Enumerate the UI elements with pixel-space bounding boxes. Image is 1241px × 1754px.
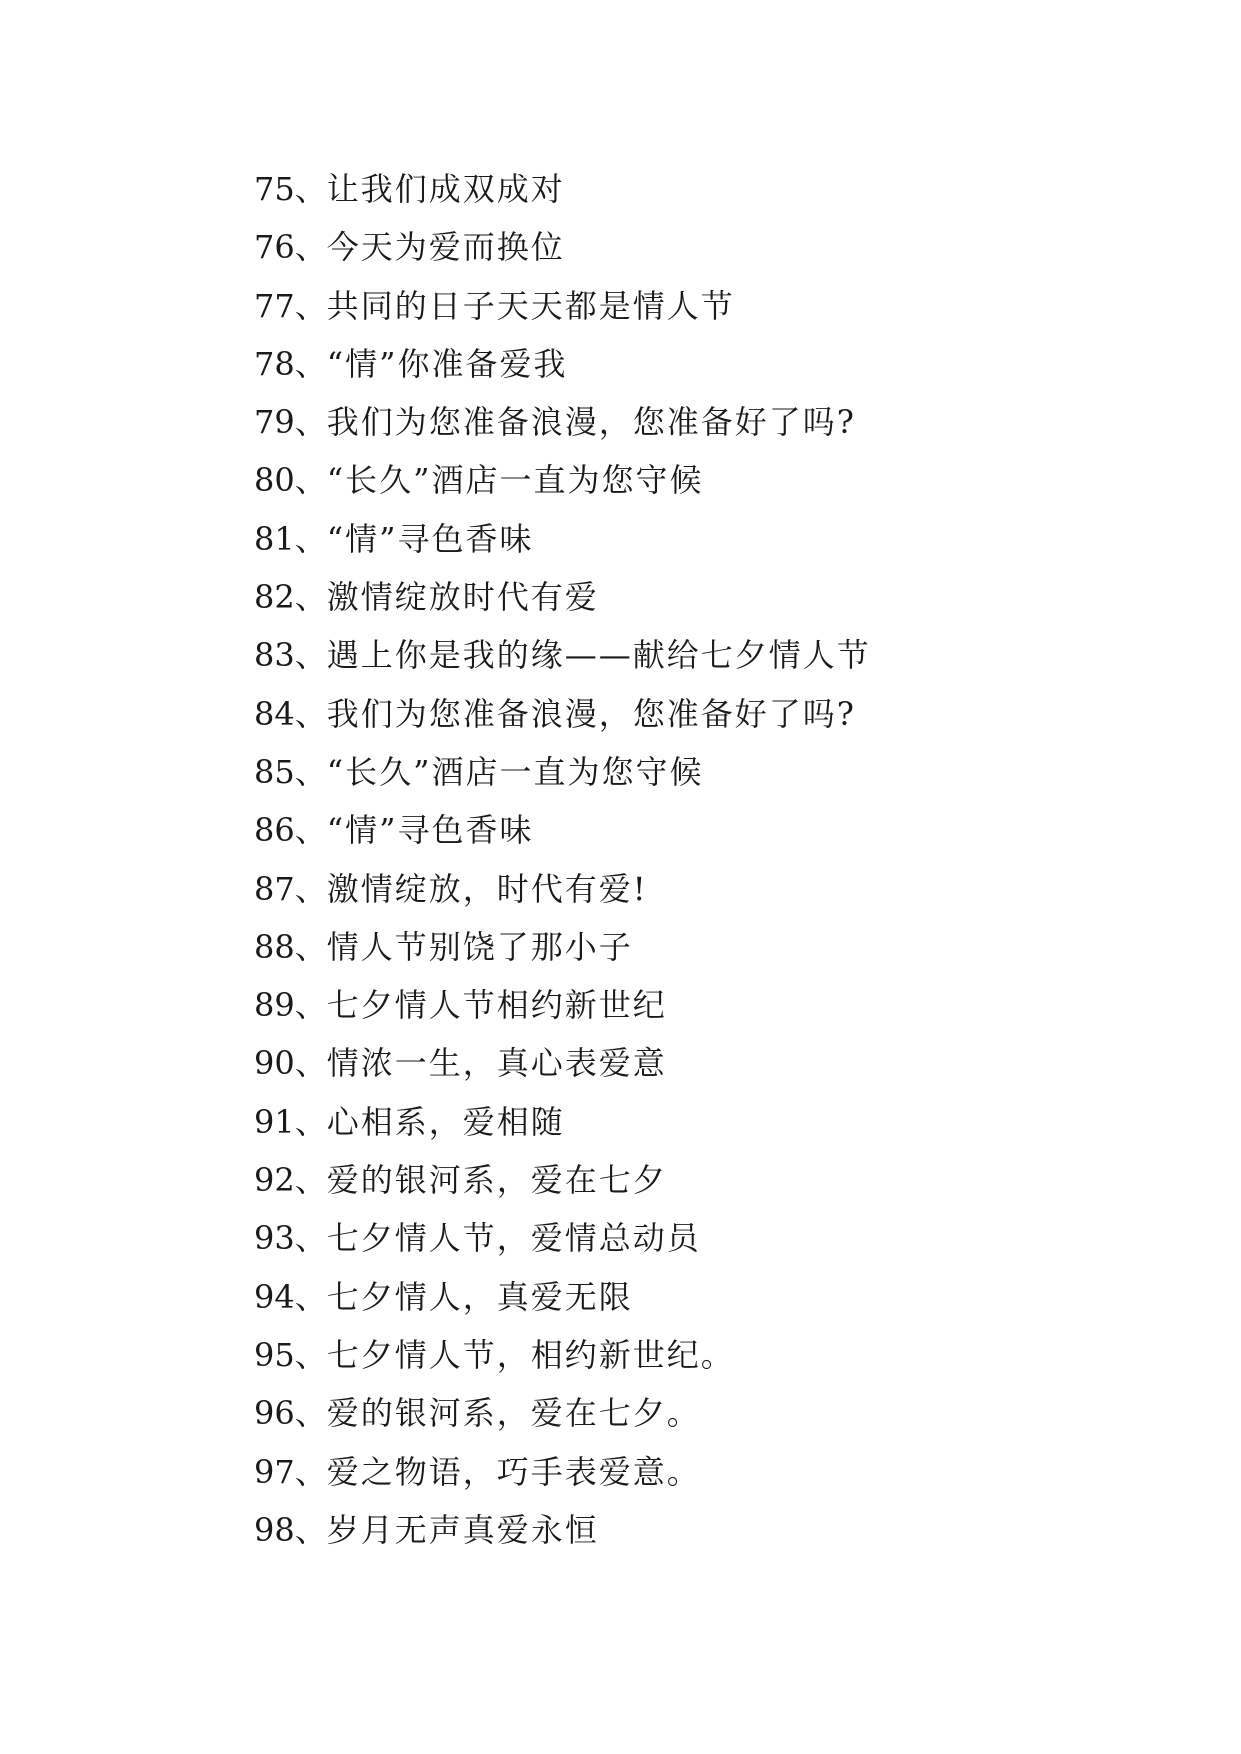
item-number: 87、 (254, 869, 327, 908)
item-text: 遇上你是我的缘——献给七夕情人节 (326, 636, 871, 675)
item-number: 92、 (254, 1161, 327, 1200)
list-item (254, 626, 871, 684)
list-item (254, 685, 871, 743)
list-item (254, 393, 871, 451)
list-item (254, 1384, 871, 1442)
list-item (254, 918, 871, 976)
item-text: 爱的银河系，爱在七夕。 (326, 1394, 701, 1433)
item-number: 84、 (254, 694, 327, 733)
item-number: 91、 (254, 1102, 327, 1141)
list-item (254, 976, 871, 1034)
item-text: 七夕情人节，爱情总动员 (326, 1219, 701, 1258)
list-item (254, 743, 871, 801)
item-number: 75、 (254, 170, 327, 208)
list-item (254, 1501, 871, 1559)
item-text: 七夕情人节相约新世纪 (326, 986, 667, 1025)
item-text: 七夕情人，真爱无限 (326, 1277, 633, 1316)
item-number: 98、 (254, 1510, 327, 1549)
item-text: “情”你准备爱我 (326, 344, 568, 383)
item-number: 85、 (254, 752, 327, 791)
list-item (254, 1151, 871, 1209)
slogan-list (254, 160, 871, 1559)
item-text: 爱的银河系，爱在七夕 (326, 1161, 667, 1200)
item-text: 七夕情人节，相约新世纪。 (326, 1335, 735, 1374)
item-number: 95、 (254, 1335, 327, 1374)
item-text: “长久”酒店一直为您守候 (326, 752, 704, 791)
list-item (254, 510, 871, 568)
list-item (254, 1326, 871, 1384)
list-item (254, 1443, 871, 1501)
item-number: 80、 (254, 461, 327, 500)
item-number: 93、 (254, 1219, 327, 1258)
item-number: 90、 (254, 1044, 327, 1083)
list-item (254, 160, 871, 218)
item-number: 79、 (254, 403, 327, 442)
list-item (254, 801, 871, 859)
item-text: 情人节别饶了那小子 (326, 927, 633, 966)
item-text: 我们为您准备浪漫，您准备好了吗? (326, 694, 856, 733)
item-number: 86、 (254, 811, 327, 850)
list-item (254, 860, 871, 918)
item-text: “情”寻色香味 (326, 519, 534, 558)
item-text: “情”寻色香味 (326, 811, 534, 850)
list-item (254, 218, 871, 276)
item-number: 89、 (254, 986, 327, 1025)
item-text: 共同的日子天天都是情人节 (326, 286, 735, 325)
item-number: 88、 (254, 927, 327, 966)
item-text: 我们为您准备浪漫，您准备好了吗? (326, 403, 856, 442)
list-item (254, 1268, 871, 1326)
item-text: 情浓一生，真心表爱意 (326, 1044, 667, 1083)
item-text: 激情绽放，时代有爱! (326, 869, 648, 908)
item-number: 94、 (254, 1277, 327, 1316)
list-item (254, 335, 871, 393)
item-number: 82、 (254, 578, 327, 617)
item-text: 心相系，爱相随 (326, 1102, 565, 1141)
list-item (254, 568, 871, 626)
item-number: 78、 (254, 344, 327, 383)
item-number: 81、 (254, 519, 327, 558)
list-item (254, 451, 871, 509)
item-text: “长久”酒店一直为您守候 (326, 461, 704, 500)
list-item (254, 1093, 871, 1151)
item-number: 77、 (254, 286, 327, 325)
item-number: 83、 (254, 636, 327, 675)
item-text: 爱之物语，巧手表爱意。 (326, 1452, 701, 1491)
item-text: 让我们成双成对 (326, 170, 565, 208)
item-number: 96、 (254, 1394, 327, 1433)
item-number: 97、 (254, 1452, 327, 1491)
list-item (254, 1209, 871, 1267)
list-item (254, 277, 871, 335)
item-text: 今天为爱而换位 (326, 228, 565, 267)
list-item (254, 1034, 871, 1092)
item-number: 76、 (254, 228, 327, 267)
item-text: 岁月无声真爱永恒 (326, 1510, 599, 1549)
item-text: 激情绽放时代有爱 (326, 578, 599, 617)
